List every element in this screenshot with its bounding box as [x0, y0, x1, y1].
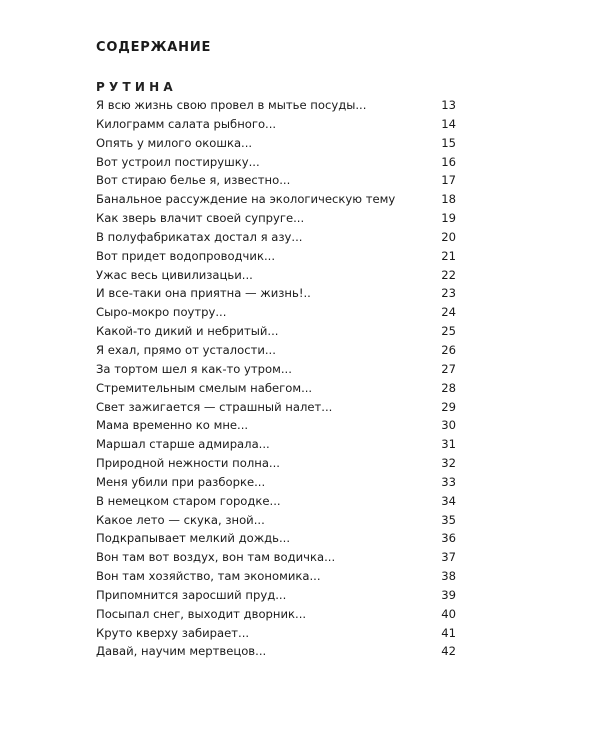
toc-entry-page-number: 31	[441, 437, 456, 452]
toc-entry-page-number: 30	[441, 418, 456, 433]
toc-entry-page-number: 26	[441, 342, 456, 357]
toc-entry-title: Припомнится заросший пруд...	[96, 587, 287, 602]
toc-entry	[96, 435, 456, 454]
toc-entry-title: Природной нежности полна...	[96, 456, 280, 471]
toc-entry	[96, 247, 456, 266]
toc-entry-page-number: 36	[441, 531, 456, 546]
toc-entry-page-number: 17	[441, 173, 456, 188]
toc-entry-page-number: 34	[441, 493, 456, 508]
toc-entry-page-number: 15	[441, 135, 456, 150]
toc-entry-page-number: 20	[441, 229, 456, 244]
toc-entry-title: Стремительным смелым набегом...	[96, 380, 313, 395]
toc-entry	[96, 209, 456, 228]
toc-entry-title: Круто кверху забирает...	[96, 625, 250, 640]
toc-entry-title: Вот стираю белье я, известно...	[96, 173, 291, 188]
toc-entry	[96, 134, 456, 153]
toc-entry-title: Я всю жизнь свою провел в мытье посуды...	[96, 98, 367, 112]
toc-entry-page-number: 16	[441, 154, 456, 169]
toc-entry	[96, 303, 456, 322]
toc-entry	[96, 153, 456, 172]
toc-entry-page-number: 33	[441, 474, 456, 489]
toc-entry-title: Маршал старше адмирала...	[96, 437, 270, 452]
toc-entry-title: В полуфабрикатах достал я азу...	[96, 229, 303, 244]
toc-entry	[96, 266, 456, 285]
toc-entry-page-number: 35	[441, 512, 456, 527]
toc-entry-page-number: 37	[441, 550, 456, 565]
toc-entry	[96, 605, 456, 624]
toc-entry-page-number: 27	[441, 361, 456, 376]
toc-entry	[96, 341, 456, 360]
toc-entry-title: Свет зажигается — страшный налет...	[96, 399, 333, 414]
toc-entry-title: Ужас весь цивилизацьи...	[96, 267, 253, 282]
toc-entry	[96, 586, 456, 605]
toc-entry-page-number: 14	[441, 116, 456, 131]
toc-entry	[96, 322, 456, 341]
toc-entry	[96, 171, 456, 190]
contents-heading: СОДЕРЖАНИЕ	[96, 40, 212, 55]
toc-entry	[96, 96, 456, 115]
toc-entry-title: Вот придет водопроводчик...	[96, 248, 276, 263]
toc-entry-title: Мама временно ко мне...	[96, 418, 249, 433]
toc-entry	[96, 473, 456, 492]
toc-entry	[96, 115, 456, 134]
toc-entry-title: Вон там вот воздух, вон там водичка...	[96, 550, 336, 565]
toc-entry-page-number: 40	[441, 606, 456, 621]
toc-entry-page-number: 32	[441, 456, 456, 471]
toc-entry-page-number: 25	[441, 324, 456, 339]
toc-entry-title: За тортом шел я как-то утром...	[96, 361, 292, 376]
toc-entry-page-number: 18	[441, 192, 456, 207]
toc-entry	[96, 416, 456, 435]
toc-entry-title: Вон там хозяйство, там экономика...	[96, 569, 321, 584]
toc-list	[96, 96, 456, 661]
toc-entry-title: Как зверь влачит своей супруге...	[96, 211, 305, 226]
toc-entry-title: Посыпал снег, выходит дворник...	[96, 606, 307, 621]
toc-entry	[96, 398, 456, 417]
toc-entry	[96, 228, 456, 247]
toc-entry-title: Какой-то дикий и небритый...	[96, 324, 279, 339]
toc-entry-page-number: 29	[441, 399, 456, 414]
toc-entry	[96, 492, 456, 511]
toc-entry	[96, 379, 456, 398]
toc-entry	[96, 624, 456, 643]
toc-entry	[96, 284, 456, 303]
toc-entry	[96, 567, 456, 586]
toc-entry-page-number: 23	[441, 286, 456, 301]
toc-entry-page-number: 39	[441, 587, 456, 602]
toc-entry-title: Меня убили при разборке...	[96, 474, 266, 489]
toc-entry-title: Сыро-мокро поутру...	[96, 305, 227, 320]
toc-entry-page-number: 13	[441, 98, 456, 112]
toc-entry-page-number: 38	[441, 569, 456, 584]
toc-entry-title: Опять у милого окошка...	[96, 135, 253, 150]
toc-entry	[96, 454, 456, 473]
toc-entry-title: Подкрапывает мелкий дождь...	[96, 531, 291, 546]
toc-entry	[96, 529, 456, 548]
toc-entry-page-number: 42	[441, 644, 456, 659]
toc-entry-title: Какое лето — скука, зной...	[96, 512, 265, 527]
toc-entry-page-number: 22	[441, 267, 456, 282]
toc-entry-title: Я ехал, прямо от усталости...	[96, 342, 276, 357]
toc-entry-page-number: 24	[441, 305, 456, 320]
toc-entry-title: Вот устроил постирушку...	[96, 154, 260, 169]
toc-entry-page-number: 41	[441, 625, 456, 640]
toc-entry-title: Банальное рассуждение на экологическую тему	[96, 192, 396, 207]
toc-entry-title: Давай, научим мертвецов...	[96, 644, 267, 659]
toc-entry-title: В немецком старом городке...	[96, 493, 281, 508]
section-heading: РУТИНА	[96, 80, 177, 94]
toc-entry	[96, 511, 456, 530]
toc-entry-title: И все-таки она приятна — жизнь!..	[96, 286, 311, 301]
toc-entry	[96, 642, 456, 661]
toc-entry	[96, 548, 456, 567]
toc-entry-page-number: 19	[441, 211, 456, 226]
toc-entry-page-number: 21	[441, 248, 456, 263]
toc-entry-page-number: 28	[441, 380, 456, 395]
toc-entry	[96, 190, 456, 209]
toc-entry	[96, 360, 456, 379]
toc-entry-title: Килограмм салата рыбного...	[96, 116, 277, 131]
